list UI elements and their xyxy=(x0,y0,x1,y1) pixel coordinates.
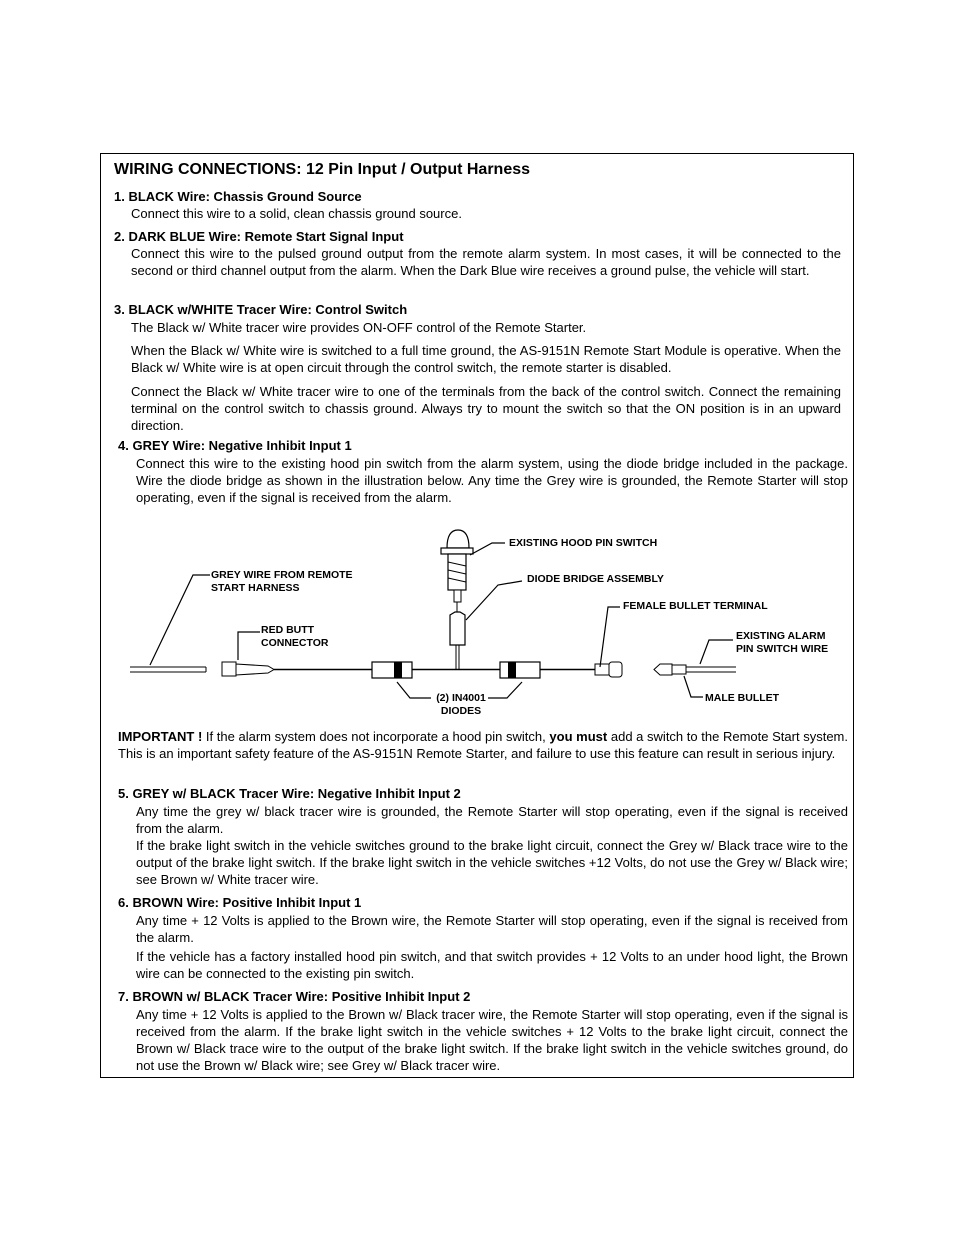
section-3-text-2: When the Black w/ White wire is switched to a full time ground, the AS-9151N Remote Start Module is operative. When the Black w/ White wire is at open circuit through the control switch, the remote starter is disabled. xyxy=(131,343,841,375)
section-4-heading: 4. GREY Wire: Negative Inhibit Input 1 xyxy=(118,438,352,453)
label-diodes-2: DIODES xyxy=(440,705,482,717)
female-bullet-terminal xyxy=(595,662,622,677)
section-1-heading: 1. BLACK Wire: Chassis Ground Source xyxy=(114,189,362,204)
hood-pin-switch-icon xyxy=(441,530,473,645)
page-title: WIRING CONNECTIONS: 12 Pin Input / Output Harness xyxy=(114,161,531,178)
section-3-text-3: Connect the Black w/ White tracer wire to one of the terminals from the back of the control switch. Connect the remaining terminal on the control switch to chassis ground. Always try to mount the switch so that the ON position is in an upward direction. xyxy=(131,384,841,433)
diode-2 xyxy=(500,662,540,678)
label-red-butt-1: RED BUTT xyxy=(261,624,315,636)
label-male-bullet: MALE BULLET xyxy=(705,692,780,704)
section-3-heading: 3. BLACK w/WHITE Tracer Wire: Control Switch xyxy=(114,302,408,317)
section-6-text-2: If the vehicle has a factory installed hood pin switch, and that switch provides + 12 Volts to an under hood light, the Brown wire can be connected to the existing pin switch. xyxy=(136,949,848,981)
section-5-heading: 5. GREY w/ BLACK Tracer Wire: Negative Inhibit Input 2 xyxy=(118,786,461,801)
label-red-butt-2: CONNECTOR xyxy=(261,637,329,649)
section-6-text-1: Any time + 12 Volts is applied to the Brown wire, the Remote Starter will stop operating, even if the signal is received from the alarm. xyxy=(136,913,848,945)
section-7-text: Any time + 12 Volts is applied to the Brown w/ Black tracer wire, the Remote Starter will stop operating, even if the signal is received from the alarm. If the brake light switch in the vehicle switches + 12 Volts to the brake light circuit, connect the Brown w/ Black trace wire to the output of the brake light switch. If the brake light switch in the vehicle switches ground, do not use the Brown w/ Black wire; see Grey w/ Black tracer wire. xyxy=(136,1007,848,1073)
important-text-2: add a switch to the Remote Start system. This is an important safety feature of the AS-9151N Remote Starter, and failure to use this feature can result in serious injury. xyxy=(118,729,849,761)
label-alarm-pin-2: PIN SWITCH WIRE xyxy=(736,643,829,655)
section-6-heading: 6. BROWN Wire: Positive Inhibit Input 1 xyxy=(118,895,362,910)
section-5-text-2: If the brake light switch in the vehicle switches ground to the brake light circuit, connect the Grey w/ Black trace wire to the output of the brake light switch. If the brake light switch in the vehicle switches +12 Volts, do not use the Grey w/ Black wire; see Brown w/ White tracer wire. xyxy=(136,838,848,887)
section-2-heading: 2. DARK BLUE Wire: Remote Start Signal Input xyxy=(114,229,404,244)
section-7-heading: 7. BROWN w/ BLACK Tracer Wire: Positive Inhibit Input 2 xyxy=(118,989,471,1004)
important-text-1: If the alarm system does not incorporate a hood pin switch, xyxy=(202,729,550,744)
label-alarm-pin-1: EXISTING ALARM xyxy=(736,630,826,642)
diode-1 xyxy=(372,662,412,678)
grey-wire xyxy=(130,667,206,672)
section-1-text: Connect this wire to a solid, clean chassis ground source. xyxy=(131,206,462,221)
important-emphasis: you must xyxy=(549,729,608,744)
male-bullet xyxy=(654,664,736,675)
section-2-text: Connect this wire to the pulsed ground output from the remote alarm system. In most cases, it will be connected to the second or third channel output from the alarm. When the Dark Blue wire receives a ground pulse, the vehicle will start. xyxy=(131,246,841,278)
label-diode-bridge: DIODE BRIDGE ASSEMBLY xyxy=(527,573,664,585)
important-lead: IMPORTANT ! xyxy=(118,729,203,744)
label-grey-wire-2: START HARNESS xyxy=(211,582,300,594)
section-4-text: Connect this wire to the existing hood pin switch from the alarm system, using the diode bridge included in the package. Wire the diode bridge as shown in the illustration below. Any time the Grey wire is grounded, the Remote Starter will stop operating, even if the signal is received from the alarm. xyxy=(136,456,848,505)
label-hood-pin-switch: EXISTING HOOD PIN SWITCH xyxy=(509,537,658,549)
red-butt-connector xyxy=(222,662,274,676)
section-3-text-1: The Black w/ White tracer wire provides ON-OFF control of the Remote Starter. xyxy=(131,320,587,335)
label-grey-wire-1: GREY WIRE FROM REMOTE xyxy=(211,569,353,581)
label-diodes-1: (2) IN4001 xyxy=(436,692,486,704)
label-female-bullet: FEMALE BULLET TERMINAL xyxy=(623,600,768,612)
important-note xyxy=(118,728,848,762)
section-5-text-1: Any time the grey w/ black tracer wire is grounded, the Remote Starter will stop operating, even if the signal is received from the alarm. xyxy=(136,804,848,836)
